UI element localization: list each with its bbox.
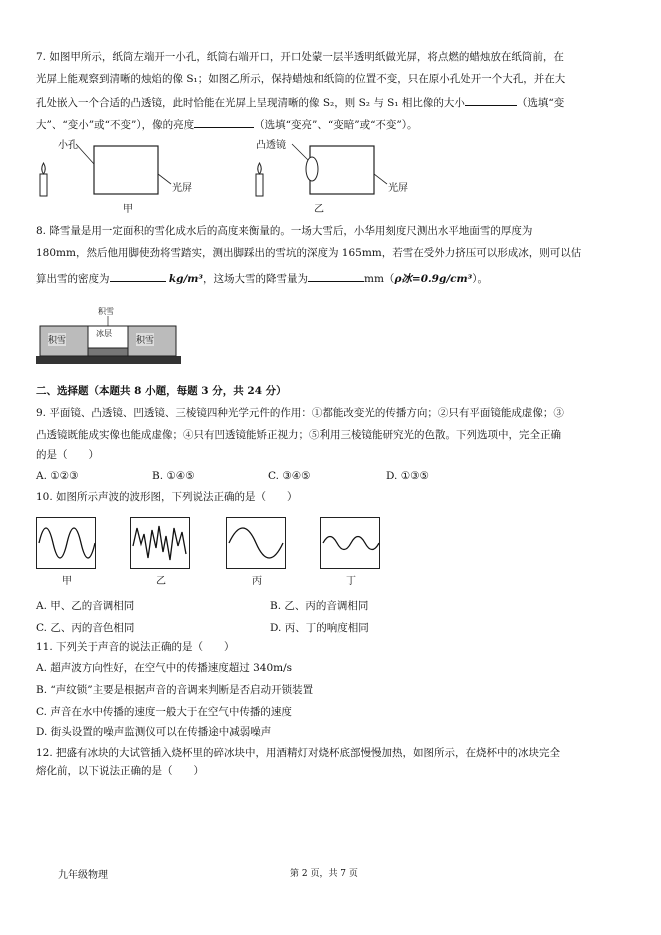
q9-line3: 的是（ ） bbox=[36, 449, 99, 461]
q7-line4a: 大”、“变小”或“不变”），像的亮度 bbox=[36, 119, 195, 131]
q9-option-a[interactable]: A. ①②③ bbox=[36, 470, 79, 482]
label-snow-top: 积雪 bbox=[98, 307, 114, 316]
q7-line3a: 孔处嵌入一个合适的凸透镜，此时恰能在光屏上呈现清晰的像 S₂，则 S₂ 与 S₁ 相比像的大小 bbox=[36, 97, 465, 109]
caption-wave-yi: 乙 bbox=[156, 576, 166, 587]
q7-figure-jia bbox=[36, 136, 206, 216]
caption-wave-jia: 甲 bbox=[62, 576, 72, 587]
q8-blank-density[interactable] bbox=[110, 270, 166, 282]
q10-option-d[interactable]: D. 丙、丁的响度相同 bbox=[270, 622, 369, 634]
label-ice-layer: 冰层 bbox=[96, 329, 112, 338]
q11-option-b[interactable]: B. “声纹锁”主要是根据声音的音调来判断是否启动开锁装置 bbox=[36, 684, 314, 696]
footer-page-number: 第 2 页，共 7 页 bbox=[290, 869, 358, 879]
waveform-jia bbox=[36, 517, 96, 569]
label-snow-right: 积雪 bbox=[136, 333, 154, 346]
q11-line1: 11. 下列关于声音的说法正确的是（ ） bbox=[36, 641, 235, 653]
q10-option-b[interactable]: B. 乙、丙的音调相同 bbox=[270, 600, 369, 612]
q7-line3 bbox=[36, 94, 564, 110]
q7-blank-size[interactable] bbox=[465, 94, 517, 106]
q10-option-c[interactable]: C. 乙、丙的音色相同 bbox=[36, 622, 135, 634]
q8-line2: 180mm，然后他用脚使劲将雪踏实，测出脚踩出的雪坑的深度为 165mm，若雪在受外力挤压可以形成冰，则可以估 bbox=[36, 247, 582, 259]
q8-line3b: ，这场大雪的降雪量为 bbox=[203, 273, 309, 285]
q11-option-c[interactable]: C. 声音在水中传播的速度一般大于在空气中传播的速度 bbox=[36, 706, 292, 718]
section2-title: 二、选择题（本题共 8 小题，每题 3 分，共 24 分） bbox=[36, 385, 287, 397]
label-convex-lens: 凸透镜 bbox=[256, 140, 286, 151]
caption-wave-ding: 丁 bbox=[346, 576, 356, 587]
q8-line3c: ）。 bbox=[472, 273, 489, 285]
q7-blank-brightness[interactable] bbox=[194, 116, 254, 128]
label-screen-yi: 光屏 bbox=[388, 183, 408, 194]
q8-blank-snowfall[interactable] bbox=[308, 270, 364, 282]
q7-line4b: （选填“变亮”、“变暗”或“不变”）。 bbox=[254, 119, 418, 131]
label-snow-left: 积雪 bbox=[48, 333, 66, 346]
q8-line3a: 算出雪的密度为 bbox=[36, 273, 110, 285]
q7-line1: 7. 如图甲所示，纸筒左端开一小孔，纸筒右端开口，开口处蒙一层半透明纸做光屏，将点燃的蜡烛放在纸筒前，在 bbox=[36, 51, 564, 63]
q10-option-a[interactable]: A. 甲、乙的音调相同 bbox=[36, 600, 135, 612]
label-screen-jia: 光屏 bbox=[172, 183, 192, 194]
waveform-yi bbox=[130, 517, 190, 569]
q11-option-a[interactable]: A. 超声波方向性好，在空气中的传播速度超过 340m/s bbox=[36, 662, 293, 674]
q7-line3b: （选填“变 bbox=[516, 97, 565, 109]
q8-ice-density: ρ冰=0.9g/cm³ bbox=[394, 273, 473, 285]
q9-option-d[interactable]: D. ①③⑤ bbox=[386, 470, 429, 482]
q7-line2: 光屏上能观察到清晰的烛焰的像 S₁；如图乙所示，保持蜡烛和纸筒的位置不变，只在原小孔处开一个大孔，并在大 bbox=[36, 73, 566, 85]
q12-line2: 熔化前，以下说法正确的是（ ） bbox=[36, 765, 204, 777]
caption-yi: 乙 bbox=[314, 204, 324, 215]
q9-line2: 凸透镜既能成实像也能成虚像；④只有凹透镜能矫正视力；⑤利用三棱镜能研究光的色散。下列选项中，完全正确 bbox=[36, 429, 561, 441]
q9-line1: 9. 平面镜、凸透镜、凹透镜、三棱镜四种光学元件的作用：①都能改变光的传播方向；②只有平面镜能成虚像；③ bbox=[36, 407, 564, 419]
q9-option-b[interactable]: B. ①④⑤ bbox=[152, 470, 195, 482]
q7-figure-yi bbox=[252, 136, 422, 216]
footer-subject: 九年级物理 bbox=[58, 870, 108, 881]
waveform-ding bbox=[320, 517, 380, 569]
q8-snow-figure bbox=[36, 304, 186, 366]
waveform-bing bbox=[226, 517, 286, 569]
q10-line1: 10. 如图所示声波的波形图，下列说法正确的是（ ） bbox=[36, 491, 298, 503]
q8-unit-mm: mm（ bbox=[364, 273, 395, 285]
caption-wave-bing: 丙 bbox=[252, 576, 262, 587]
q8-unit-density: kg/m³ bbox=[168, 273, 204, 285]
q9-option-c[interactable]: C. ③④⑤ bbox=[268, 470, 311, 482]
q12-line1: 12. 把盛有冰块的大试管插入烧杯里的碎冰块中，用酒精灯对烧杯底部慢慢加热，如图所示，在烧杯中的冰块完全 bbox=[36, 747, 561, 759]
label-pinhole: 小孔 bbox=[58, 140, 78, 151]
q8-line3 bbox=[36, 270, 488, 286]
q7-line4 bbox=[36, 116, 418, 132]
q11-option-d[interactable]: D. 街头设置的噪声监测仪可以在传播途中减弱噪声 bbox=[36, 726, 272, 738]
q8-line1: 8. 降雪量是用一定面积的雪化成水后的高度来衡量的。一场大雪后，小华用刻度尺测出水平地面雪的厚度为 bbox=[36, 225, 533, 237]
caption-jia: 甲 bbox=[123, 204, 133, 215]
